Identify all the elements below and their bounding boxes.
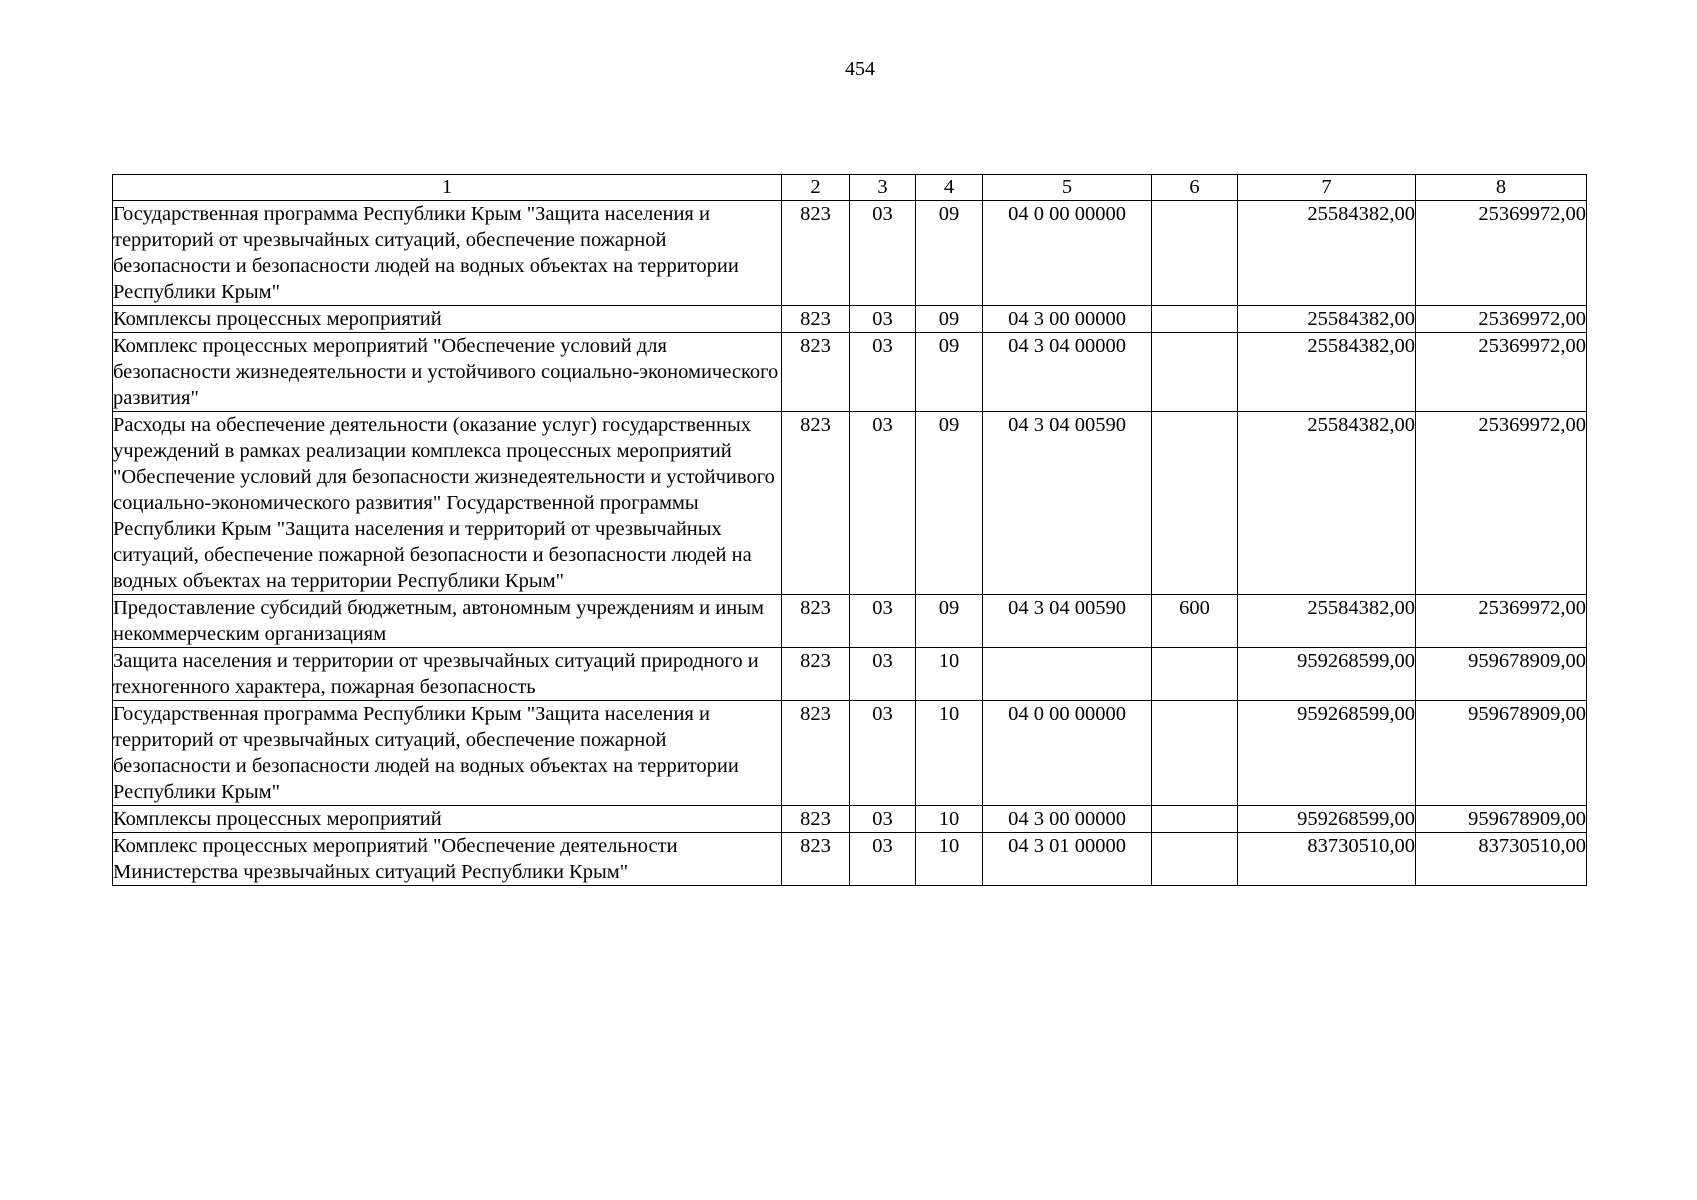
row-target-article: 04 0 00 00000: [983, 201, 1152, 306]
table-row: [113, 648, 1587, 701]
row-subsection-code: 09: [916, 412, 983, 595]
row-expense-type: [1152, 701, 1238, 806]
row-section-code: 03: [850, 595, 916, 648]
table-row: [113, 806, 1587, 833]
row-amount-col7: 25584382,00: [1238, 412, 1416, 595]
row-amount-col8: 25369972,00: [1416, 333, 1587, 412]
row-subsection-code: 10: [916, 806, 983, 833]
row-name: Комплексы процессных мероприятий: [113, 806, 782, 833]
row-name: Государственная программа Республики Крым "Защита населения и территорий от чрезвычайных ситуаций, обеспечение пожарной безопасности и безопасности людей на водных объектах на территории Республики Крым": [113, 701, 782, 806]
row-subsection-code: 10: [916, 648, 983, 701]
row-amount-col8: 959678909,00: [1416, 701, 1587, 806]
row-target-article: 04 3 00 00000: [983, 806, 1152, 833]
row-name: Расходы на обеспечение деятельности (оказание услуг) государственных учреждений в рамках реализации комплекса процессных мероприятий "Обеспечение условий для безопасности жизнедеятельности и устойчивого социально-экономического развития" Государственной программы Республики Крым "Защита населения и территорий от чрезвычайных ситуаций, обеспечение пожарной безопасности и безопасности людей на водных объектах на территории Республики Крым": [113, 412, 782, 595]
header-row: [113, 175, 1587, 201]
row-amount-col7: 25584382,00: [1238, 595, 1416, 648]
row-amount-col7: 959268599,00: [1238, 701, 1416, 806]
row-amount-col7: 25584382,00: [1238, 201, 1416, 306]
row-section-code: 03: [850, 833, 916, 886]
table-body: [113, 201, 1587, 886]
table-row: [113, 833, 1587, 886]
row-ministry-code: 823: [782, 595, 850, 648]
row-subsection-code: 09: [916, 306, 983, 333]
row-name: Комплекс процессных мероприятий "Обеспечение условий для безопасности жизнедеятельности и устойчивого социально-экономического развития": [113, 333, 782, 412]
row-amount-col8: 25369972,00: [1416, 201, 1587, 306]
row-expense-type: [1152, 648, 1238, 701]
row-section-code: 03: [850, 648, 916, 701]
table-row: [113, 306, 1587, 333]
row-expense-type: [1152, 306, 1238, 333]
row-name: Защита населения и территории от чрезвычайных ситуаций природного и техногенного характера, пожарная безопасность: [113, 648, 782, 701]
header-col-8: 8: [1416, 175, 1587, 201]
page-number: 454: [845, 58, 875, 80]
header-col-2: 2: [782, 175, 850, 201]
row-ministry-code: 823: [782, 412, 850, 595]
row-name: Государственная программа Республики Крым "Защита населения и территорий от чрезвычайных ситуаций, обеспечение пожарной безопасности и безопасности людей на водных объектах на территории Республики Крым": [113, 201, 782, 306]
row-name: Комплекс процессных мероприятий "Обеспечение деятельности Министерства чрезвычайных ситуаций Республики Крым": [113, 833, 782, 886]
row-section-code: 03: [850, 306, 916, 333]
row-expense-type: [1152, 333, 1238, 412]
header-col-4: 4: [916, 175, 983, 201]
row-amount-col8: 25369972,00: [1416, 306, 1587, 333]
row-expense-type: [1152, 201, 1238, 306]
row-amount-col8: 25369972,00: [1416, 412, 1587, 595]
table-row: [113, 333, 1587, 412]
row-target-article: 04 3 00 00000: [983, 306, 1152, 333]
row-ministry-code: 823: [782, 201, 850, 306]
row-expense-type: [1152, 412, 1238, 595]
row-amount-col8: 83730510,00: [1416, 833, 1587, 886]
row-amount-col8: 25369972,00: [1416, 595, 1587, 648]
row-subsection-code: 10: [916, 833, 983, 886]
row-name: Комплексы процессных мероприятий: [113, 306, 782, 333]
row-expense-type: 600: [1152, 595, 1238, 648]
row-target-article: [983, 648, 1152, 701]
header-col-5: 5: [983, 175, 1152, 201]
header-col-1: 1: [113, 175, 782, 201]
row-section-code: 03: [850, 201, 916, 306]
row-section-code: 03: [850, 806, 916, 833]
row-amount-col7: 959268599,00: [1238, 806, 1416, 833]
row-target-article: 04 3 01 00000: [983, 833, 1152, 886]
header-col-7: 7: [1238, 175, 1416, 201]
row-subsection-code: 09: [916, 333, 983, 412]
row-section-code: 03: [850, 701, 916, 806]
row-amount-col7: 25584382,00: [1238, 306, 1416, 333]
row-expense-type: [1152, 833, 1238, 886]
row-amount-col7: 959268599,00: [1238, 648, 1416, 701]
row-ministry-code: 823: [782, 333, 850, 412]
row-amount-col7: 25584382,00: [1238, 333, 1416, 412]
table-row: [113, 201, 1587, 306]
budget-table: [112, 174, 1587, 886]
row-subsection-code: 10: [916, 701, 983, 806]
row-target-article: 04 0 00 00000: [983, 701, 1152, 806]
row-section-code: 03: [850, 412, 916, 595]
row-name: Предоставление субсидий бюджетным, автономным учреждениям и иным некоммерческим организациям: [113, 595, 782, 648]
row-target-article: 04 3 04 00590: [983, 412, 1152, 595]
row-expense-type: [1152, 806, 1238, 833]
row-subsection-code: 09: [916, 595, 983, 648]
row-target-article: 04 3 04 00590: [983, 595, 1152, 648]
row-ministry-code: 823: [782, 806, 850, 833]
row-ministry-code: 823: [782, 701, 850, 806]
row-ministry-code: 823: [782, 648, 850, 701]
header-col-3: 3: [850, 175, 916, 201]
table-row: [113, 412, 1587, 595]
table-header: [113, 175, 1587, 201]
row-amount-col8: 959678909,00: [1416, 648, 1587, 701]
row-section-code: 03: [850, 333, 916, 412]
row-target-article: 04 3 04 00000: [983, 333, 1152, 412]
table-row: [113, 595, 1587, 648]
header-col-6: 6: [1152, 175, 1238, 201]
row-ministry-code: 823: [782, 306, 850, 333]
row-amount-col7: 83730510,00: [1238, 833, 1416, 886]
table-row: [113, 701, 1587, 806]
row-amount-col8: 959678909,00: [1416, 806, 1587, 833]
row-ministry-code: 823: [782, 833, 850, 886]
row-subsection-code: 09: [916, 201, 983, 306]
